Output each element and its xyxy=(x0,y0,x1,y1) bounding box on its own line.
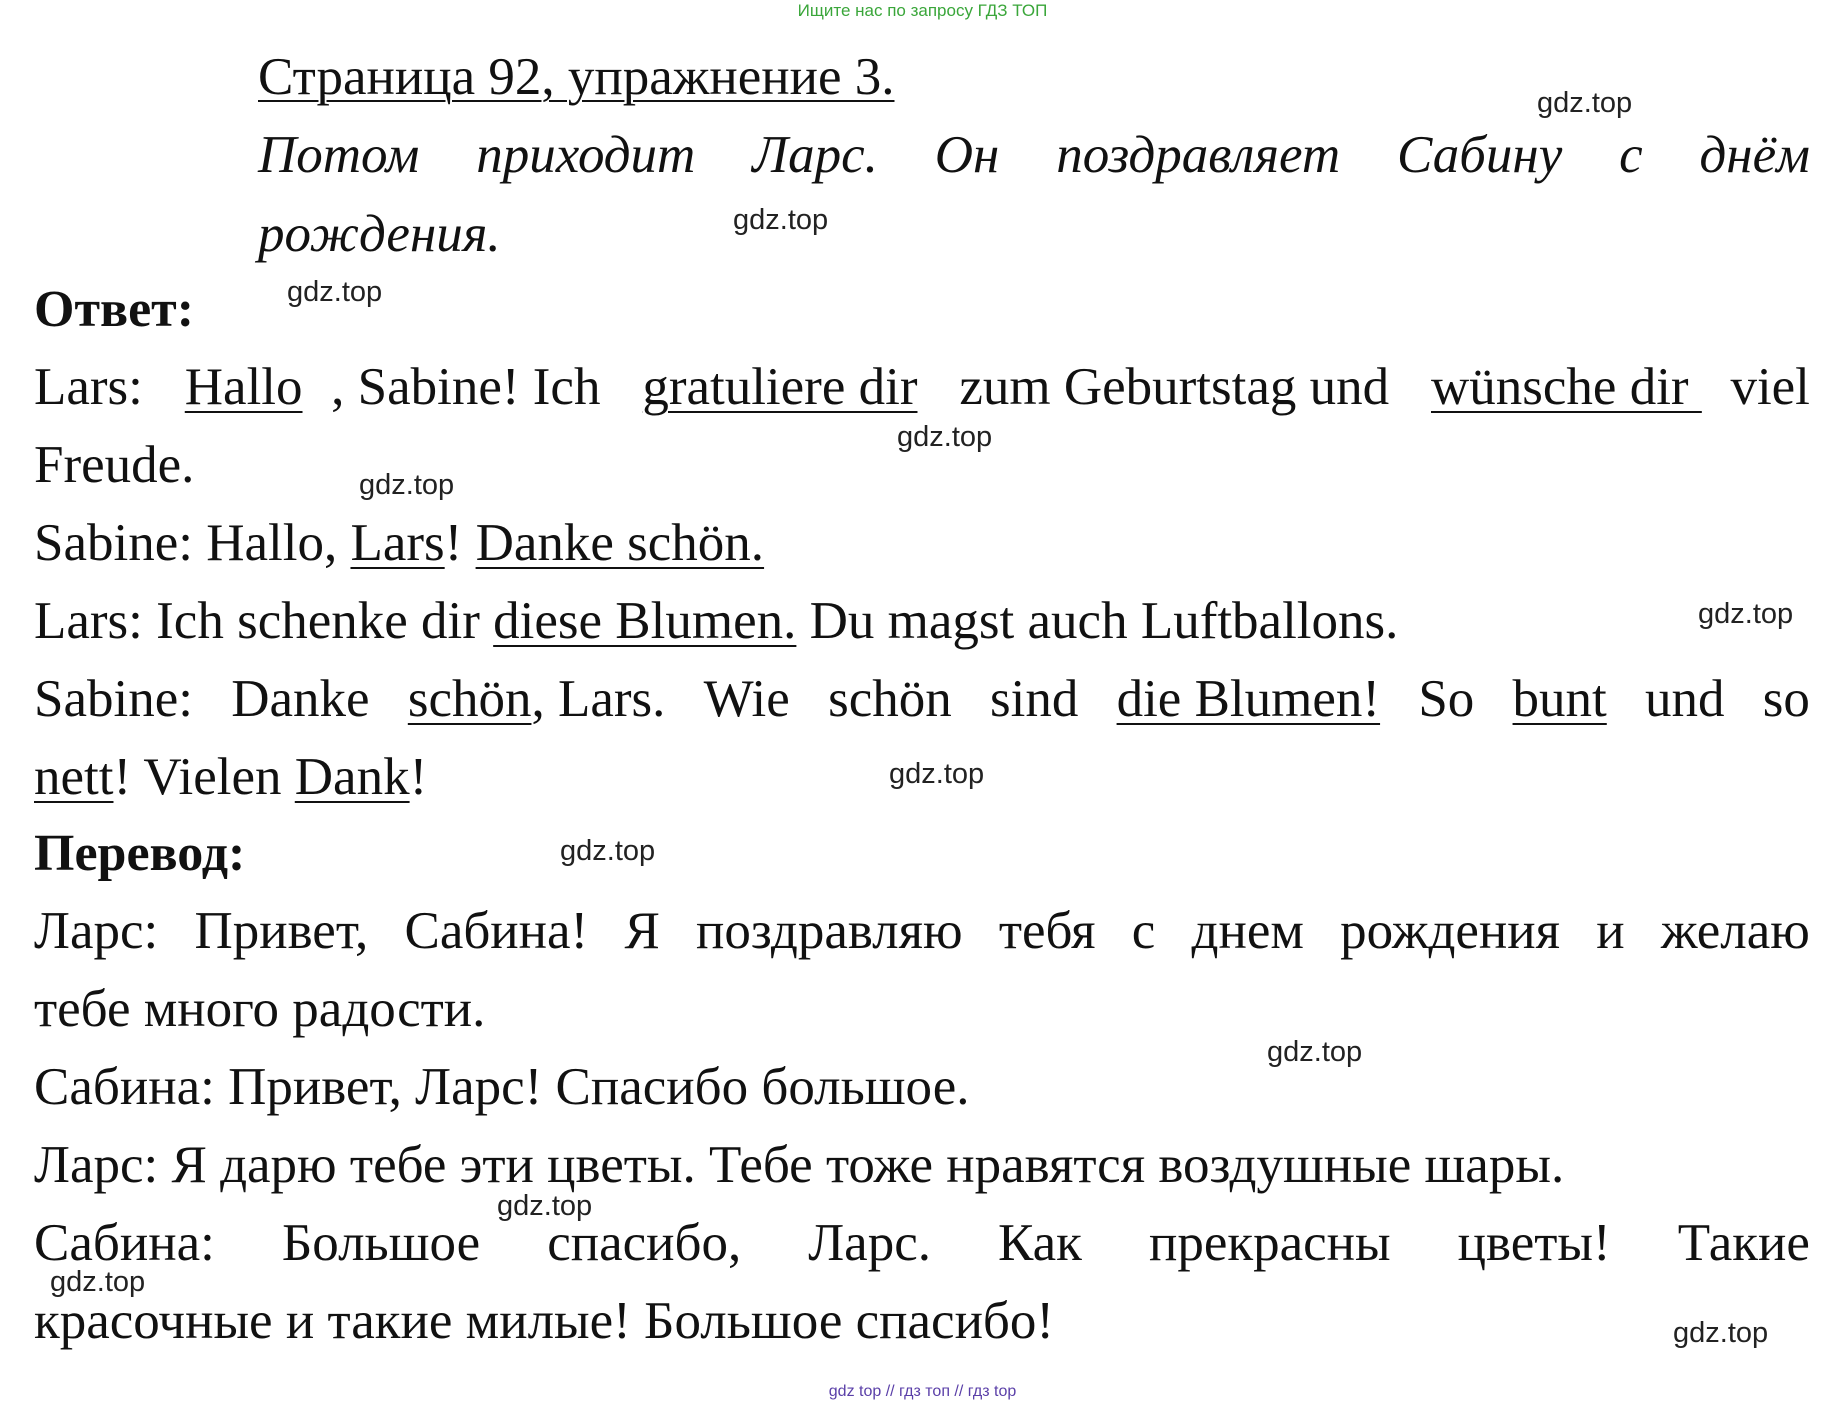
underlined-phrase: nett xyxy=(34,748,114,806)
answer-text: sind xyxy=(989,670,1079,728)
translation-line-2: тебе много радости. xyxy=(34,980,486,1038)
underlined-phrase: Lars xyxy=(350,514,445,572)
task-word: Потом xyxy=(258,126,420,184)
translation-word: и xyxy=(1596,902,1625,960)
translation-word: Я xyxy=(624,902,660,960)
translation-word: рождения xyxy=(1340,902,1561,960)
bottom-banner: gdz top // гдз топ // гдз top xyxy=(828,1383,1017,1400)
answer-text: Sabine: xyxy=(34,670,193,728)
translation-word: днем xyxy=(1191,902,1304,960)
answer-text: Sabine: Hallo, xyxy=(34,514,351,572)
answer-text: ! Vielen xyxy=(113,748,295,806)
watermark: gdz.top xyxy=(1673,1317,1769,1349)
task-word: днём xyxy=(1699,126,1810,184)
watermark: gdz.top xyxy=(497,1190,593,1222)
watermark: gdz.top xyxy=(287,276,383,308)
translation-word: Как xyxy=(998,1214,1082,1272)
underlined-phrase: Dank xyxy=(294,748,410,806)
underlined-phrase: gratuliere dir xyxy=(642,358,918,416)
underlined-phrase: bunt xyxy=(1512,670,1607,728)
answer-text: ! xyxy=(409,748,428,806)
translation-heading: Перевод: xyxy=(34,825,246,882)
underlined-phrase: diese Blumen. xyxy=(493,592,797,650)
watermark: gdz.top xyxy=(897,421,993,453)
answer-line-4 xyxy=(34,590,1398,652)
watermark: gdz.top xyxy=(733,204,829,236)
top-banner: Ищите нас по запросу ГДЗ ТОП xyxy=(797,1,1048,20)
answer-line-2: Freude. xyxy=(34,436,195,494)
translation-word: Сабина! xyxy=(404,902,589,960)
answer-heading: Ответ: xyxy=(34,281,195,338)
translation-line-4: Ларс: Я дарю тебе эти цветы. Тебе тоже нравятся воздушные шары. xyxy=(34,1136,1565,1194)
translation-line-5 xyxy=(34,1212,1810,1274)
task-word: с xyxy=(1619,126,1643,184)
translation-word: поздравляю xyxy=(696,902,963,960)
watermark: gdz.top xyxy=(1537,87,1633,119)
translation-word: Такие xyxy=(1677,1214,1810,1272)
translation-word: тебя xyxy=(998,902,1096,960)
underlined-phrase: Danke schön. xyxy=(475,514,765,572)
translation-word: спасибо, xyxy=(547,1214,742,1272)
answer-text: , Sabine! Ich xyxy=(331,358,614,416)
translation-word: цветы! xyxy=(1457,1214,1611,1272)
exercise-title: Страница 92, упражнение 3. xyxy=(258,48,895,106)
task-word: Ларс. xyxy=(752,126,878,184)
watermark: gdz.top xyxy=(1698,598,1794,630)
answer-line-3 xyxy=(34,512,764,574)
translation-word: с xyxy=(1131,902,1156,960)
answer-text: ! xyxy=(444,514,476,572)
watermark: gdz.top xyxy=(1267,1036,1363,1068)
answer-text: schön xyxy=(828,670,952,728)
translation-line-3: Сабина: Привет, Ларс! Спасибо большое. xyxy=(34,1058,970,1116)
translation-word: желаю xyxy=(1660,902,1810,960)
task-word: приходит xyxy=(476,126,696,184)
translation-word: Сабина: xyxy=(34,1214,215,1272)
answer-line-1 xyxy=(34,356,1810,418)
task-word: Сабину xyxy=(1397,126,1563,184)
translation-word: Ларс: xyxy=(34,902,159,960)
underlined-phrase: wünsche dir xyxy=(1431,358,1702,416)
answer-text: Du magst auch Luftballons. xyxy=(796,592,1399,650)
translation-word: Ларс. xyxy=(808,1214,931,1272)
answer-text: Wie xyxy=(703,670,790,728)
answer-line-5 xyxy=(34,668,1810,730)
answer-text: viel xyxy=(1730,358,1810,416)
underlined-phrase: die Blumen! xyxy=(1116,670,1381,728)
translation-word: прекрасны xyxy=(1148,1214,1391,1272)
watermark: gdz.top xyxy=(50,1266,146,1298)
answer-text: Lars: Ich schenke dir xyxy=(34,592,494,650)
task-line-1 xyxy=(258,124,1810,186)
answer-line-6 xyxy=(34,746,427,808)
watermark: gdz.top xyxy=(889,758,985,790)
answer-text: Lars: xyxy=(34,358,157,416)
watermark: gdz.top xyxy=(359,469,455,501)
answer-text: , Lars. xyxy=(531,670,666,728)
translation-word: Большое xyxy=(281,1214,481,1272)
underlined-phrase: schön xyxy=(407,670,532,728)
answer-text: Danke xyxy=(231,670,370,728)
task-word: Он xyxy=(934,126,1000,184)
translation-line-6: красочные и такие милые! Большое спасибо! xyxy=(34,1292,1055,1350)
answer-text: So xyxy=(1418,670,1475,728)
answer-text: zum Geburtstag und xyxy=(946,358,1403,416)
watermark: gdz.top xyxy=(560,835,656,867)
translation-line-1 xyxy=(34,900,1810,962)
underlined-phrase: Hallo xyxy=(184,358,303,416)
task-line-2: рождения. xyxy=(258,205,501,263)
translation-word: Привет, xyxy=(194,902,369,960)
answer-text: und xyxy=(1645,670,1725,728)
task-word: поздравляет xyxy=(1056,126,1341,184)
answer-text: so xyxy=(1762,670,1810,728)
